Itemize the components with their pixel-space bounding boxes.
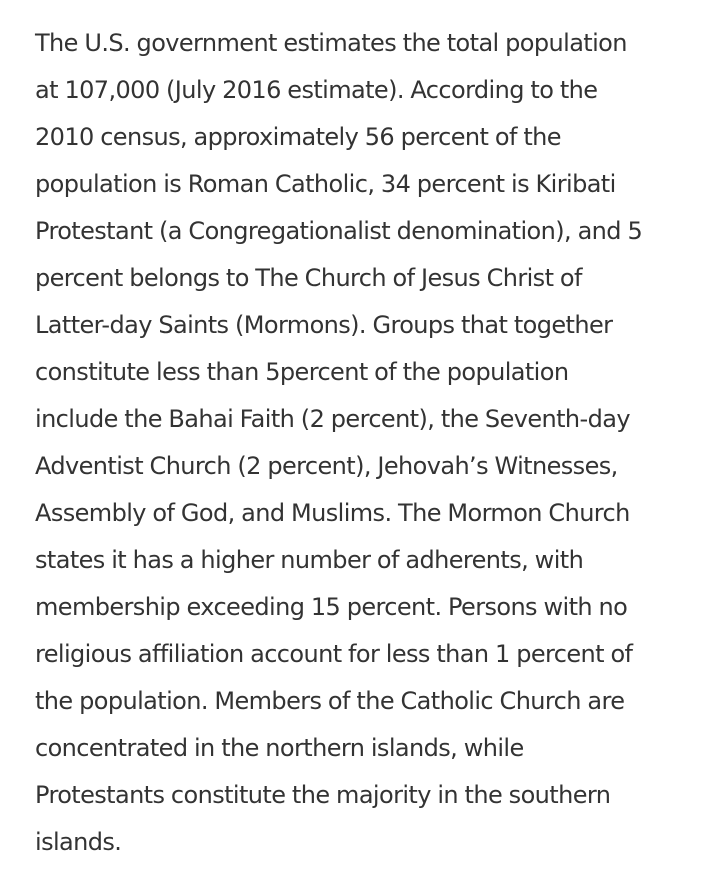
paragraph-line: Assembly of God, and Muslims. The Mormon Church <box>35 499 630 527</box>
paragraph-line: Latter-day Saints (Mormons). Groups that together <box>35 311 613 339</box>
paragraph-line: Protestants constitute the majority in the southern <box>35 781 611 809</box>
paragraph-line: membership exceeding 15 percent. Persons with no <box>35 593 628 621</box>
paragraph-line: at 107,000 (July 2016 estimate). According to the <box>35 76 598 104</box>
paragraph-line: percent belongs to The Church of Jesus Christ of <box>35 264 582 292</box>
paragraph-line: Adventist Church (2 percent), Jehovah’s Witnesses, <box>35 452 618 480</box>
paragraph-line: religious affiliation account for less than 1 percent of <box>35 640 633 668</box>
paragraph-line: population is Roman Catholic, 34 percent is Kiribati <box>35 170 616 198</box>
body-paragraph <box>35 20 700 866</box>
paragraph-line: 2010 census, approximately 56 percent of the <box>35 123 561 151</box>
paragraph-line: states it has a higher number of adherents, with <box>35 546 584 574</box>
paragraph-line: constitute less than 5percent of the population <box>35 358 569 386</box>
paragraph-line: islands. <box>35 828 122 856</box>
paragraph-line: include the Bahai Faith (2 percent), the Seventh-day <box>35 405 630 433</box>
paragraph-line: concentrated in the northern islands, while <box>35 734 524 762</box>
paragraph-line: The U.S. government estimates the total population <box>35 29 627 57</box>
paragraph-line: the population. Members of the Catholic Church are <box>35 687 625 715</box>
paragraph-line: Protestant (a Congregationalist denomination), and 5 <box>35 217 643 245</box>
